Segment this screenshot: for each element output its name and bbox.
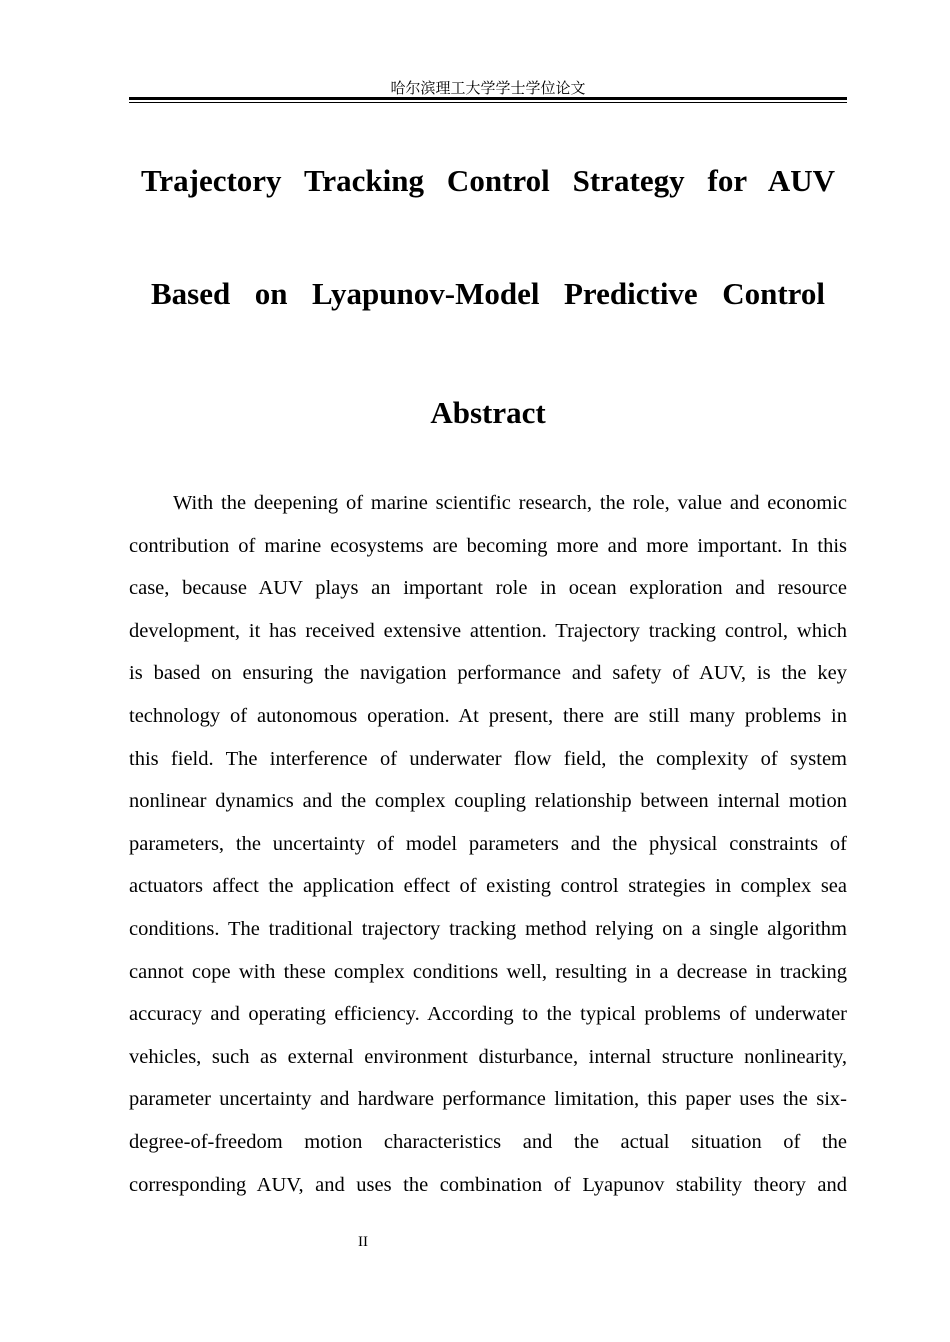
abstract-line: With the deepening of marine scientific research, the role, value and economic [173, 492, 847, 514]
abstract-line: technology of autonomous operation. At present, there are still many problems in [129, 704, 847, 727]
header-rule-thin [129, 102, 847, 103]
abstract-line: cannot cope with these complex conditions well, resulting in a decrease in tracking [129, 960, 847, 983]
thesis-title-line-1: Trajectory Tracking Control Strategy for AUV [141, 163, 835, 198]
abstract-body [129, 483, 847, 1207]
abstract-line: conditions. The traditional trajectory tracking method relying on a single algorithm [129, 917, 847, 940]
abstract-line: nonlinear dynamics and the complex coupling relationship between internal motion [129, 790, 847, 813]
abstract-line: is based on ensuring the navigation performance and safety of AUV, is the key [129, 662, 847, 685]
abstract-line: case, because AUV plays an important role in ocean exploration and resource [129, 577, 847, 600]
abstract-line: accuracy and operating efficiency. According to the typical problems of underwater [129, 1003, 847, 1026]
abstract-line: actuators affect the application effect of existing control strategies in complex sea [129, 875, 847, 898]
running-header: 哈尔滨理工大学学士学位论文 [390, 79, 586, 97]
abstract-line: contribution of marine ecosystems are becoming more and more important. In this [129, 534, 847, 557]
thesis-title-line-2: Based on Lyapunov-Model Predictive Control [151, 276, 825, 311]
abstract-line: this field. The interference of underwater flow field, the complexity of system [129, 747, 847, 770]
abstract-line: parameter uncertainty and hardware performance limitation, this paper uses the six- [129, 1088, 847, 1111]
abstract-heading: Abstract [430, 395, 546, 430]
abstract-line: vehicles, such as external environment disturbance, internal structure nonlinearity, [129, 1045, 847, 1068]
page-number: II [358, 1234, 368, 1250]
abstract-line: corresponding AUV, and uses the combination of Lyapunov stability theory and [129, 1173, 847, 1196]
abstract-line: parameters, the uncertainty of model parameters and the physical constraints of [129, 832, 847, 855]
abstract-line: development, it has received extensive attention. Trajectory tracking control, which [129, 619, 847, 642]
abstract-line: degree-of-freedom motion characteristics and the actual situation of the [129, 1130, 847, 1153]
header-rule-thick [129, 97, 847, 100]
